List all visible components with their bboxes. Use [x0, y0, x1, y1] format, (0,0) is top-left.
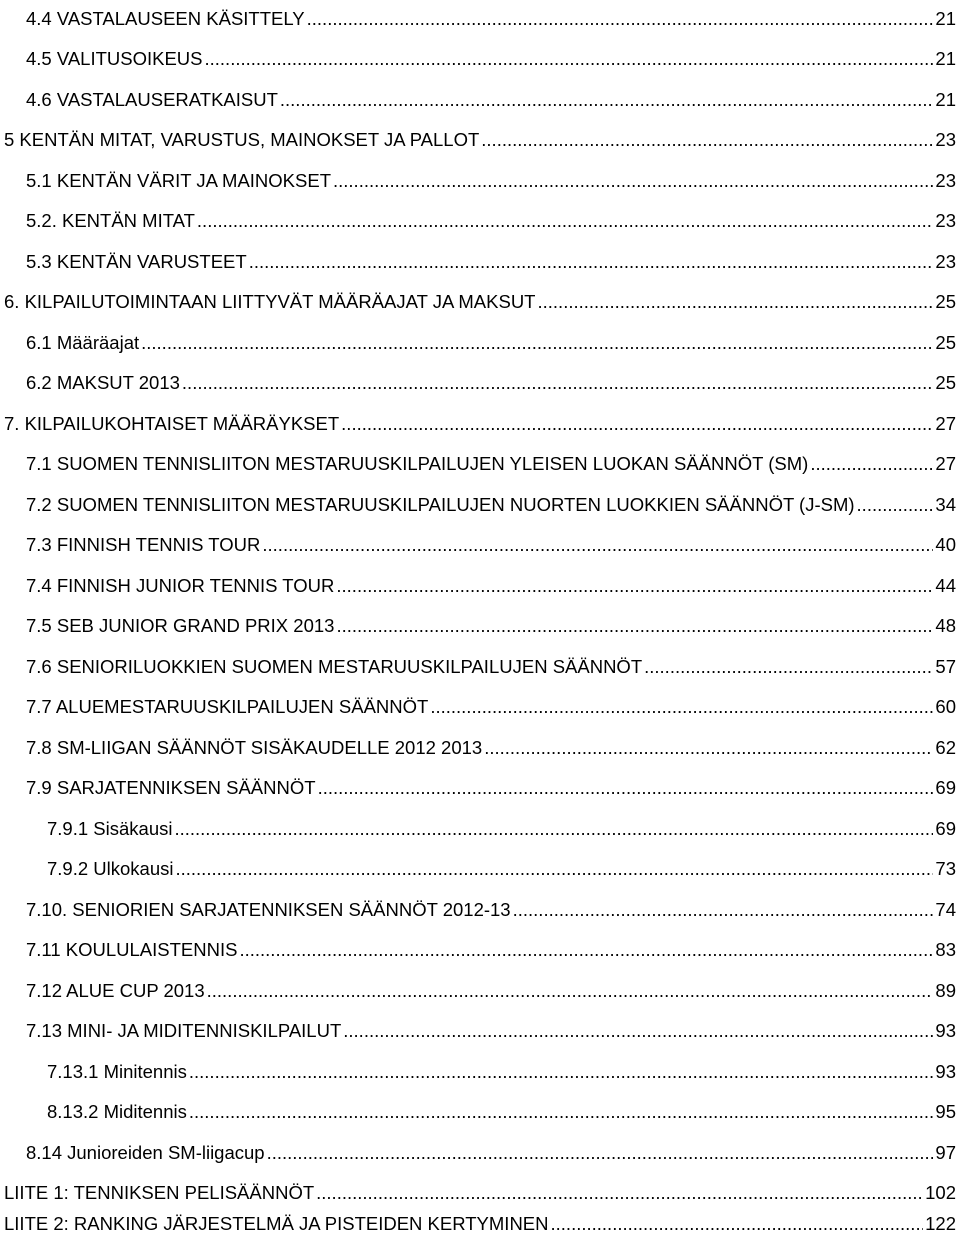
dot-leader: [484, 737, 933, 759]
dot-leader: [336, 615, 933, 637]
toc-entry-page: 102: [925, 1182, 956, 1203]
dot-leader: [262, 534, 933, 556]
dot-leader: [197, 210, 934, 232]
toc-entry-title: 6.1 Määräajat: [26, 332, 140, 353]
toc-entry-title: 8.13.2 Miditennis: [47, 1101, 187, 1122]
toc-entry-title: 7.9.1 Sisäkausi: [47, 818, 173, 839]
toc-entry-title: 7.6 SENIORILUOKKIEN SUOMEN MESTARUUSKILPAILUJEN SÄÄNNÖT: [26, 656, 643, 677]
toc-entry-page: 21: [935, 89, 956, 110]
toc-entry[interactable]: [26, 688, 956, 718]
dot-leader: [810, 453, 933, 475]
dot-leader: [644, 656, 933, 678]
toc-entry[interactable]: [26, 40, 956, 70]
toc-entry-page: 34: [935, 494, 956, 515]
toc-entry-page: 48: [935, 615, 956, 636]
dot-leader: [307, 8, 934, 30]
toc-entry[interactable]: [26, 162, 956, 192]
dot-leader: [280, 89, 934, 111]
toc-entry-page: 95: [935, 1101, 956, 1122]
dot-leader: [336, 575, 933, 597]
toc-entry-page: 21: [935, 8, 956, 29]
toc-entry-page: 21: [935, 48, 956, 69]
toc-entry-title: 5 KENTÄN MITAT, VARUSTUS, MAINOKSET JA PALLOT: [4, 129, 480, 150]
toc-entry-page: 73: [935, 858, 956, 879]
dot-leader: [857, 494, 934, 516]
toc-entry-title: 8.14 Junioreiden SM-liigacup: [26, 1142, 265, 1163]
toc-entry[interactable]: [4, 405, 956, 435]
toc-entry-page: 27: [935, 413, 956, 434]
toc-entry[interactable]: [26, 567, 956, 597]
toc-entry-page: 57: [935, 656, 956, 677]
toc-entry-title: LIITE 1: TENNIKSEN PELISÄÄNNÖT: [4, 1182, 315, 1203]
toc-entry-page: 25: [935, 332, 956, 353]
dot-leader: [318, 777, 934, 799]
toc-entry-title: 7.4 FINNISH JUNIOR TENNIS TOUR: [26, 575, 335, 596]
toc-entry-title: 5.2. KENTÄN MITAT: [26, 210, 195, 231]
dot-leader: [205, 48, 934, 70]
toc-entry[interactable]: [26, 445, 956, 475]
dot-leader: [551, 1213, 924, 1235]
toc-entry-title: 7.11 KOULULAISTENNIS: [26, 939, 238, 960]
dot-leader: [239, 939, 933, 961]
toc-entry-page: 60: [935, 696, 956, 717]
toc-entry-page: 122: [925, 1213, 956, 1234]
toc-entry[interactable]: [26, 607, 956, 637]
toc-entry-page: 25: [935, 291, 956, 312]
toc-entry-title: LIITE 2: RANKING JÄRJESTELMÄ JA PISTEIDEN KERTYMINEN: [4, 1213, 549, 1234]
toc-entry-page: 25: [935, 372, 956, 393]
toc-entry-title: 7.5 SEB JUNIOR GRAND PRIX 2013: [26, 615, 335, 636]
dot-leader: [267, 1142, 934, 1164]
toc-entry[interactable]: [26, 486, 956, 516]
dot-leader: [481, 129, 933, 151]
toc-entry-title: 5.3 KENTÄN VARUSTEET: [26, 251, 247, 272]
toc-entry-title: 7.9.2 Ulkokausi: [47, 858, 174, 879]
toc-entry-title: 7.13 MINI- JA MIDITENNISKILPAILUT: [26, 1020, 342, 1041]
toc-entry[interactable]: [47, 1053, 956, 1083]
toc-entry-title: 7.1 SUOMEN TENNISLIITON MESTARUUSKILPAILUJEN YLEISEN LUOKAN SÄÄNNÖT (SM): [26, 453, 809, 474]
toc-entry-title: 5.1 KENTÄN VÄRIT JA MAINOKSET: [26, 170, 331, 191]
dot-leader: [316, 1182, 923, 1204]
toc-entry-page: 89: [935, 980, 956, 1001]
toc-entry-page: 23: [935, 170, 956, 191]
toc-entry-title: 7.2 SUOMEN TENNISLIITON MESTARUUSKILPAILUJEN NUORTEN LUOKKIEN SÄÄNNÖT (J-SM): [26, 494, 855, 515]
toc-entry-page: 97: [935, 1142, 956, 1163]
toc-entry-title: 7. KILPAILUKOHTAISET MÄÄRÄYKSET: [4, 413, 340, 434]
dot-leader: [430, 696, 933, 718]
toc-entry[interactable]: [26, 931, 956, 961]
toc-entry-title: 4.4 VASTALAUSEEN KÄSITTELY: [26, 8, 305, 29]
toc-entry-title: 7.10. SENIORIEN SARJATENNIKSEN SÄÄNNÖT 2012-13: [26, 899, 511, 920]
toc-entry[interactable]: [26, 324, 956, 354]
toc-entry[interactable]: [47, 850, 956, 880]
dot-leader: [343, 1020, 933, 1042]
toc-entry[interactable]: [26, 972, 956, 1002]
toc-entry[interactable]: [26, 769, 956, 799]
dot-leader: [207, 980, 934, 1002]
toc-entry-page: 23: [935, 251, 956, 272]
toc-entry-page: 69: [935, 818, 956, 839]
dot-leader: [189, 1061, 934, 1083]
toc-entry-page: 69: [935, 777, 956, 798]
dot-leader: [189, 1101, 934, 1123]
dot-leader: [333, 170, 933, 192]
toc-entry-page: 40: [935, 534, 956, 555]
toc-entry[interactable]: [26, 729, 956, 759]
toc-entry[interactable]: [4, 1174, 956, 1204]
toc-entry[interactable]: [26, 1134, 956, 1164]
toc-entry-title: 4.6 VASTALAUSERATKAISUT: [26, 89, 278, 110]
toc-entry[interactable]: [26, 1012, 956, 1042]
toc-entry-page: 23: [935, 210, 956, 231]
dot-leader: [538, 291, 934, 313]
toc-entry[interactable]: [26, 891, 956, 921]
dot-leader: [249, 251, 934, 273]
toc-entry[interactable]: [26, 81, 956, 111]
toc-entry-page: 62: [935, 737, 956, 758]
toc-entry-title: 7.13.1 Minitennis: [47, 1061, 187, 1082]
toc-entry-title: 7.8 SM-LIIGAN SÄÄNNÖT SISÄKAUDELLE 2012 2013: [26, 737, 483, 758]
toc-entry[interactable]: [4, 121, 956, 151]
dot-leader: [513, 899, 934, 921]
toc-entry[interactable]: [26, 364, 956, 394]
toc-entry-title: 7.7 ALUEMESTARUUSKILPAILUJEN SÄÄNNÖT: [26, 696, 429, 717]
dot-leader: [174, 818, 933, 840]
toc-entry-title: 6. KILPAILUTOIMINTAAN LIITTYVÄT MÄÄRÄAJAT JA MAKSUT: [4, 291, 536, 312]
toc-entry[interactable]: [26, 243, 956, 273]
toc-entry-title: 7.3 FINNISH TENNIS TOUR: [26, 534, 261, 555]
toc-entry-page: 83: [935, 939, 956, 960]
toc-entry[interactable]: [26, 0, 956, 30]
dot-leader: [341, 413, 933, 435]
toc-entry-page: 93: [935, 1020, 956, 1041]
toc-entry[interactable]: [26, 648, 956, 678]
toc-entry-page: 93: [935, 1061, 956, 1082]
toc-entry[interactable]: [47, 810, 956, 840]
toc-entry[interactable]: [4, 1205, 956, 1235]
dot-leader: [141, 332, 933, 354]
toc-entry-title: 7.9 SARJATENNIKSEN SÄÄNNÖT: [26, 777, 316, 798]
toc-entry-page: 23: [935, 129, 956, 150]
toc-entry[interactable]: [26, 202, 956, 232]
toc-entry-title: 6.2 MAKSUT 2013: [26, 372, 180, 393]
toc-entry-page: 74: [935, 899, 956, 920]
toc-entry[interactable]: [4, 283, 956, 313]
toc-entry-title: 7.12 ALUE CUP 2013: [26, 980, 205, 1001]
toc-entry-title: 4.5 VALITUSOIKEUS: [26, 48, 203, 69]
toc-entry-page: 27: [935, 453, 956, 474]
toc-entry[interactable]: [47, 1093, 956, 1123]
dot-leader: [175, 858, 933, 880]
dot-leader: [182, 372, 934, 394]
toc-entry[interactable]: [26, 526, 956, 556]
toc-entry-page: 44: [935, 575, 956, 596]
